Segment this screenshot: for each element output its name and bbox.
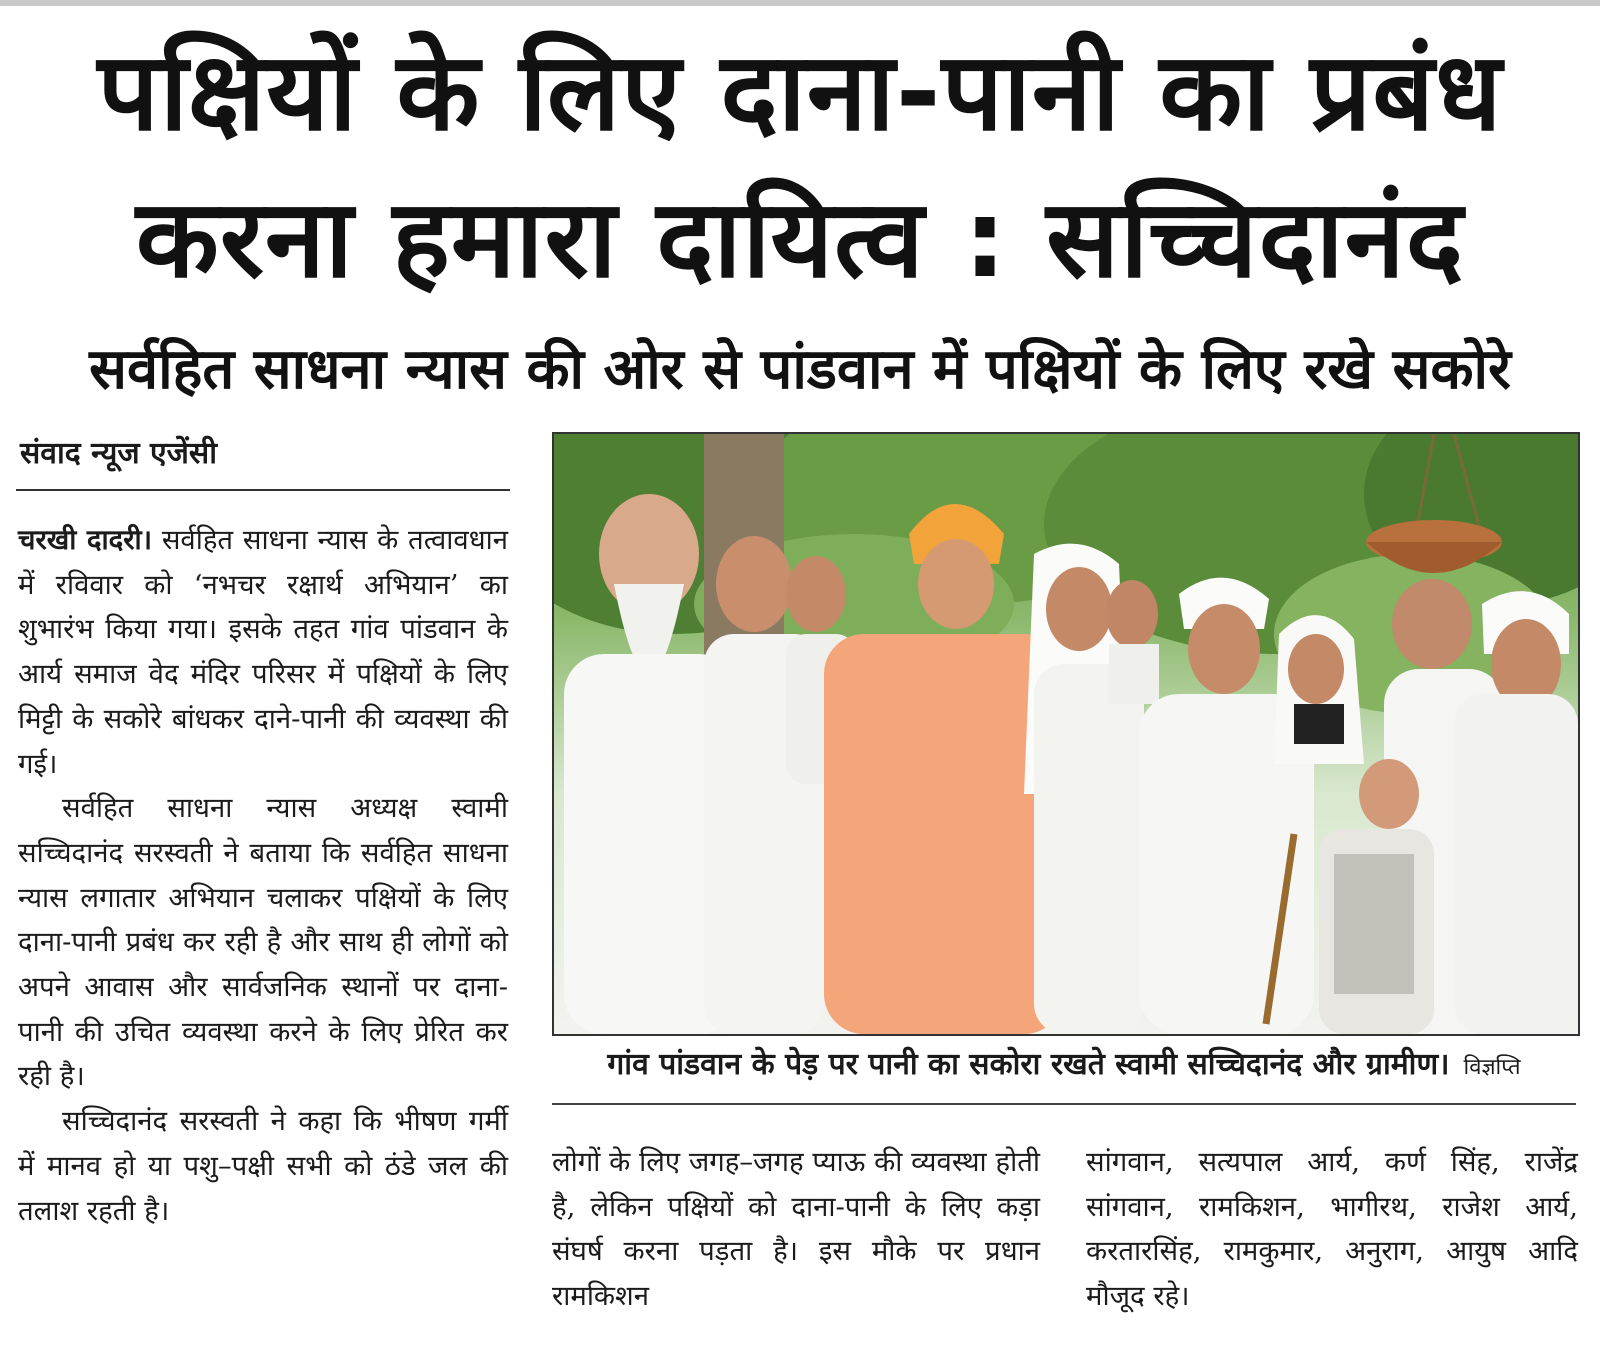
headline-line-1: पक्षियों के लिए दाना-पानी का प्रबंध <box>97 30 1503 155</box>
photo-caption <box>552 1043 1576 1090</box>
photo-credit: विज्ञप्ति <box>1463 1055 1521 1080</box>
headline-line-2: करना हमारा दायित्व : सच्चिदानंद <box>135 177 1465 302</box>
paragraph-3: सच्चिदानंद सरस्वती ने कहा कि भीषण गर्मी में मानव हो या पशु–पक्षी सभी को ठंडे जल की तलाश रहती है। <box>18 1105 508 1227</box>
paragraph-4: लोगों के लिए जगह–जगह प्याऊ की व्यवस्था होती है, लेकिन पक्षियों को दाना-पानी के लिए कड़ा संघर्ष करना पड़ता है। इस मौके पर प्रधान रामकिशन <box>552 1146 1040 1313</box>
top-rule <box>0 0 1600 6</box>
dateline: चरखी दादरी। <box>18 524 153 556</box>
byline-rule <box>16 489 510 491</box>
paragraph-2: सर्वहित साधना न्यास अध्यक्ष स्वामी सच्चिदानंद सरस्वती ने बताया कि सर्वहित साधना न्यास लगातार अभियान चलाकर पक्षियों के लिए दाना-पानी प्रबंध कर रही है और साथ ही लोगों को अपने आवास और सार्वजनिक स्थानों पर दाना-पानी की उचित व्यवस्था करने के लिए प्रेरित कर रही है। <box>18 792 508 1093</box>
subheadline: सर्वहित साधना न्यास की ओर से पांडवान में पक्षियों के लिए रखे सकोरे <box>89 337 1511 402</box>
photo-illustration <box>554 434 1578 1034</box>
paragraph-1-text: सर्वहित साधना न्यास के तत्वावधान में रविवार को ‘नभचर रक्षार्थ अभियान’ का शुभारंभ किया गया। इसके तहत गांव पांडवान के आर्य समाज वेद मंदिर परिसर में पक्षियों के लिए मिट्टी के सकोरे बांधकर दाने-पानी की व्यवस्था की गई। <box>18 524 508 780</box>
paragraph-5: सांगवान, सत्यपाल आर्य, कर्ण सिंह, राजेंद्र सांगवान, रामकिशन, भागीरथ, राजेश आर्य, करतारसिंह, रामकुमार, अनुराग, आयुष आदि मौजूद रहे। <box>1086 1146 1578 1313</box>
article-column-1 <box>18 518 508 1233</box>
byline: संवाद न्यूज एजेंसी <box>20 436 217 471</box>
news-photo <box>552 432 1580 1036</box>
caption-rule <box>552 1103 1576 1105</box>
paragraph-1 <box>18 518 508 786</box>
caption-text: गांव पांडवान के पेड़ पर पानी का सकोरा रखते स्वामी सच्चिदानंद और ग्रामीण। <box>607 1047 1450 1082</box>
article-column-3 <box>1086 1140 1578 1319</box>
article-column-2 <box>552 1140 1040 1319</box>
